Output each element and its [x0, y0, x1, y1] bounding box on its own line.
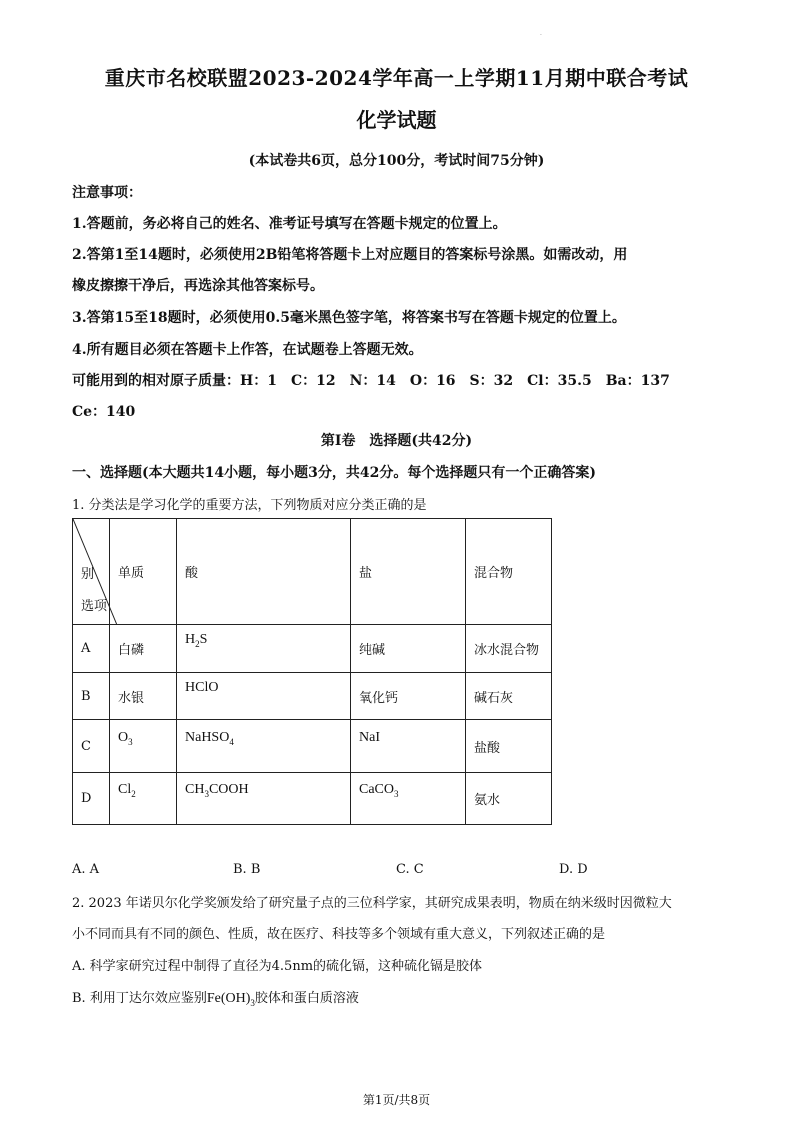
q1-option-c[interactable]: C. C [396, 862, 424, 877]
corner-label-bottom: 选项 [81, 599, 108, 614]
note-item-2-cont: 橡皮擦擦干净后，再选涂其他答案标号。 [72, 278, 324, 294]
q2-option-b-pre: B. 利用丁达尔效应鉴别 [72, 991, 207, 1006]
q1-option-a[interactable]: A. A [72, 862, 100, 877]
table-row [73, 673, 552, 720]
q2-option-b-post: 胶体和蛋白质溶液 [254, 991, 359, 1006]
formula-tail: COOH [208, 782, 249, 798]
element-cell: 水银 [110, 673, 177, 720]
element-cell [110, 720, 177, 773]
salt-cell: 纯碱 [351, 625, 466, 673]
subject-title: 化学试题 [356, 108, 437, 132]
page-number: 第1页/共8页 [362, 1093, 431, 1107]
acid-formula [185, 632, 207, 647]
section-instruction: 一、选择题(本大题共14小题，每小题3分，共42分。每个选择题只有一个正确答案) [72, 465, 596, 481]
q2-option-b-formula [207, 991, 255, 1006]
formula-sub: 3 [204, 788, 209, 799]
table-header-row [73, 519, 552, 625]
note-item-3: 3.答第15至18题时，必须使用0.5毫米黑色签字笔，将答案书写在答题卡规定的位置上。 [72, 310, 626, 326]
element-cell [110, 773, 177, 825]
classification-table [72, 518, 552, 825]
option-cell: C [73, 720, 110, 773]
note-item-2: 2.答第1至14题时，必须使用2B铅笔将答题卡上对应题目的答案标号涂黑。如需改动，用 [72, 247, 628, 263]
atomic-mass-line-1: 可能用到的相对原子质量：H：1 C：12 N：14 O：16 S：32 Cl：35.5 Ba：137 [72, 373, 670, 389]
formula-part: Fe(OH) [206, 991, 251, 1006]
corner-label-top: 别 [81, 567, 95, 582]
element-cell: 白磷 [110, 625, 177, 673]
header-mixture: 混合物 [466, 519, 552, 625]
header-acid: 酸 [177, 519, 351, 625]
option-cell: B [73, 673, 110, 720]
atomic-mass-line-2: Ce：140 [72, 404, 136, 420]
formula-part: NaHSO [185, 729, 230, 745]
formula-part: Cl [118, 782, 132, 798]
q1-option-d[interactable]: D. D [559, 862, 588, 877]
acid-cell [177, 673, 351, 720]
section-title: 第Ⅰ卷 选择题(共42分) [320, 433, 473, 449]
mixture-cell: 碱石灰 [466, 673, 552, 720]
acid-cell [177, 720, 351, 773]
q2-option-b[interactable] [72, 987, 359, 1008]
acid-cell [177, 773, 351, 825]
header-element: 单质 [110, 519, 177, 625]
acid-cell [177, 625, 351, 673]
table-row [73, 720, 552, 773]
acid-formula [185, 730, 234, 745]
salt-cell: 氧化钙 [351, 673, 466, 720]
q2-stem-line-1: 2. 2023 年诺贝尔化学奖颁发给了研究量子点的三位科学家，其研究成果表明，物质在纳米级时因微粒大 [72, 896, 672, 911]
formula-part: CaCO [359, 782, 394, 798]
salt-formula: NaI [359, 730, 380, 745]
option-cell: A [73, 625, 110, 673]
note-item-1: 1.答题前，务必将自己的姓名、准考证号填写在答题卡规定的位置上。 [72, 216, 507, 232]
mixture-cell: 氨水 [466, 773, 552, 825]
salt-cell [351, 773, 466, 825]
acid-formula: HClO [185, 680, 219, 695]
q2-option-a[interactable]: A. 科学家研究过程中制得了直径为4.5nm的硫化镉，这种硫化镉是胶体 [72, 959, 483, 974]
mixture-cell: 盐酸 [466, 720, 552, 773]
element-formula [118, 782, 136, 797]
notes-heading: 注意事项： [72, 185, 142, 201]
salt-cell [351, 720, 466, 773]
q1-stem: 1. 分类法是学习化学的重要方法，下列物质对应分类正确的是 [72, 498, 427, 513]
formula-sub: 2 [131, 788, 136, 799]
q2-stem-line-2: 小不同而具有不同的颜色、性质，故在医疗、科技等多个领域有重大意义，下列叙述正确的是 [72, 927, 606, 942]
formula-sub: 3 [128, 736, 133, 747]
mixture-cell: 冰水混合物 [466, 625, 552, 673]
formula-sub: 3 [394, 788, 399, 799]
formula-part: H [185, 632, 196, 648]
option-cell: D [73, 773, 110, 825]
formula-part: CH [185, 782, 205, 798]
element-formula [118, 730, 133, 745]
scan-dot: · [540, 32, 542, 39]
header-salt: 盐 [351, 519, 466, 625]
table-row [73, 625, 552, 673]
formula-sub: 2 [195, 638, 200, 649]
formula-tail: S [199, 632, 208, 648]
corner-cell [73, 519, 110, 625]
exam-title: 重庆市名校联盟2023-2024学年高一上学期11月期中联合考试 [104, 66, 689, 90]
note-item-4: 4.所有题目必须在答题卡上作答，在试题卷上答题无效。 [72, 342, 423, 358]
formula-sub: 4 [229, 736, 234, 747]
acid-formula [185, 782, 249, 797]
exam-info: (本试卷共6页，总分100分，考试时间75分钟) [248, 153, 545, 169]
formula-part: O [118, 729, 129, 745]
q1-options [72, 862, 672, 882]
table-row [73, 773, 552, 825]
q1-option-b[interactable]: B. B [233, 862, 261, 877]
salt-formula [359, 782, 399, 797]
formula-sub: 3 [250, 997, 255, 1008]
